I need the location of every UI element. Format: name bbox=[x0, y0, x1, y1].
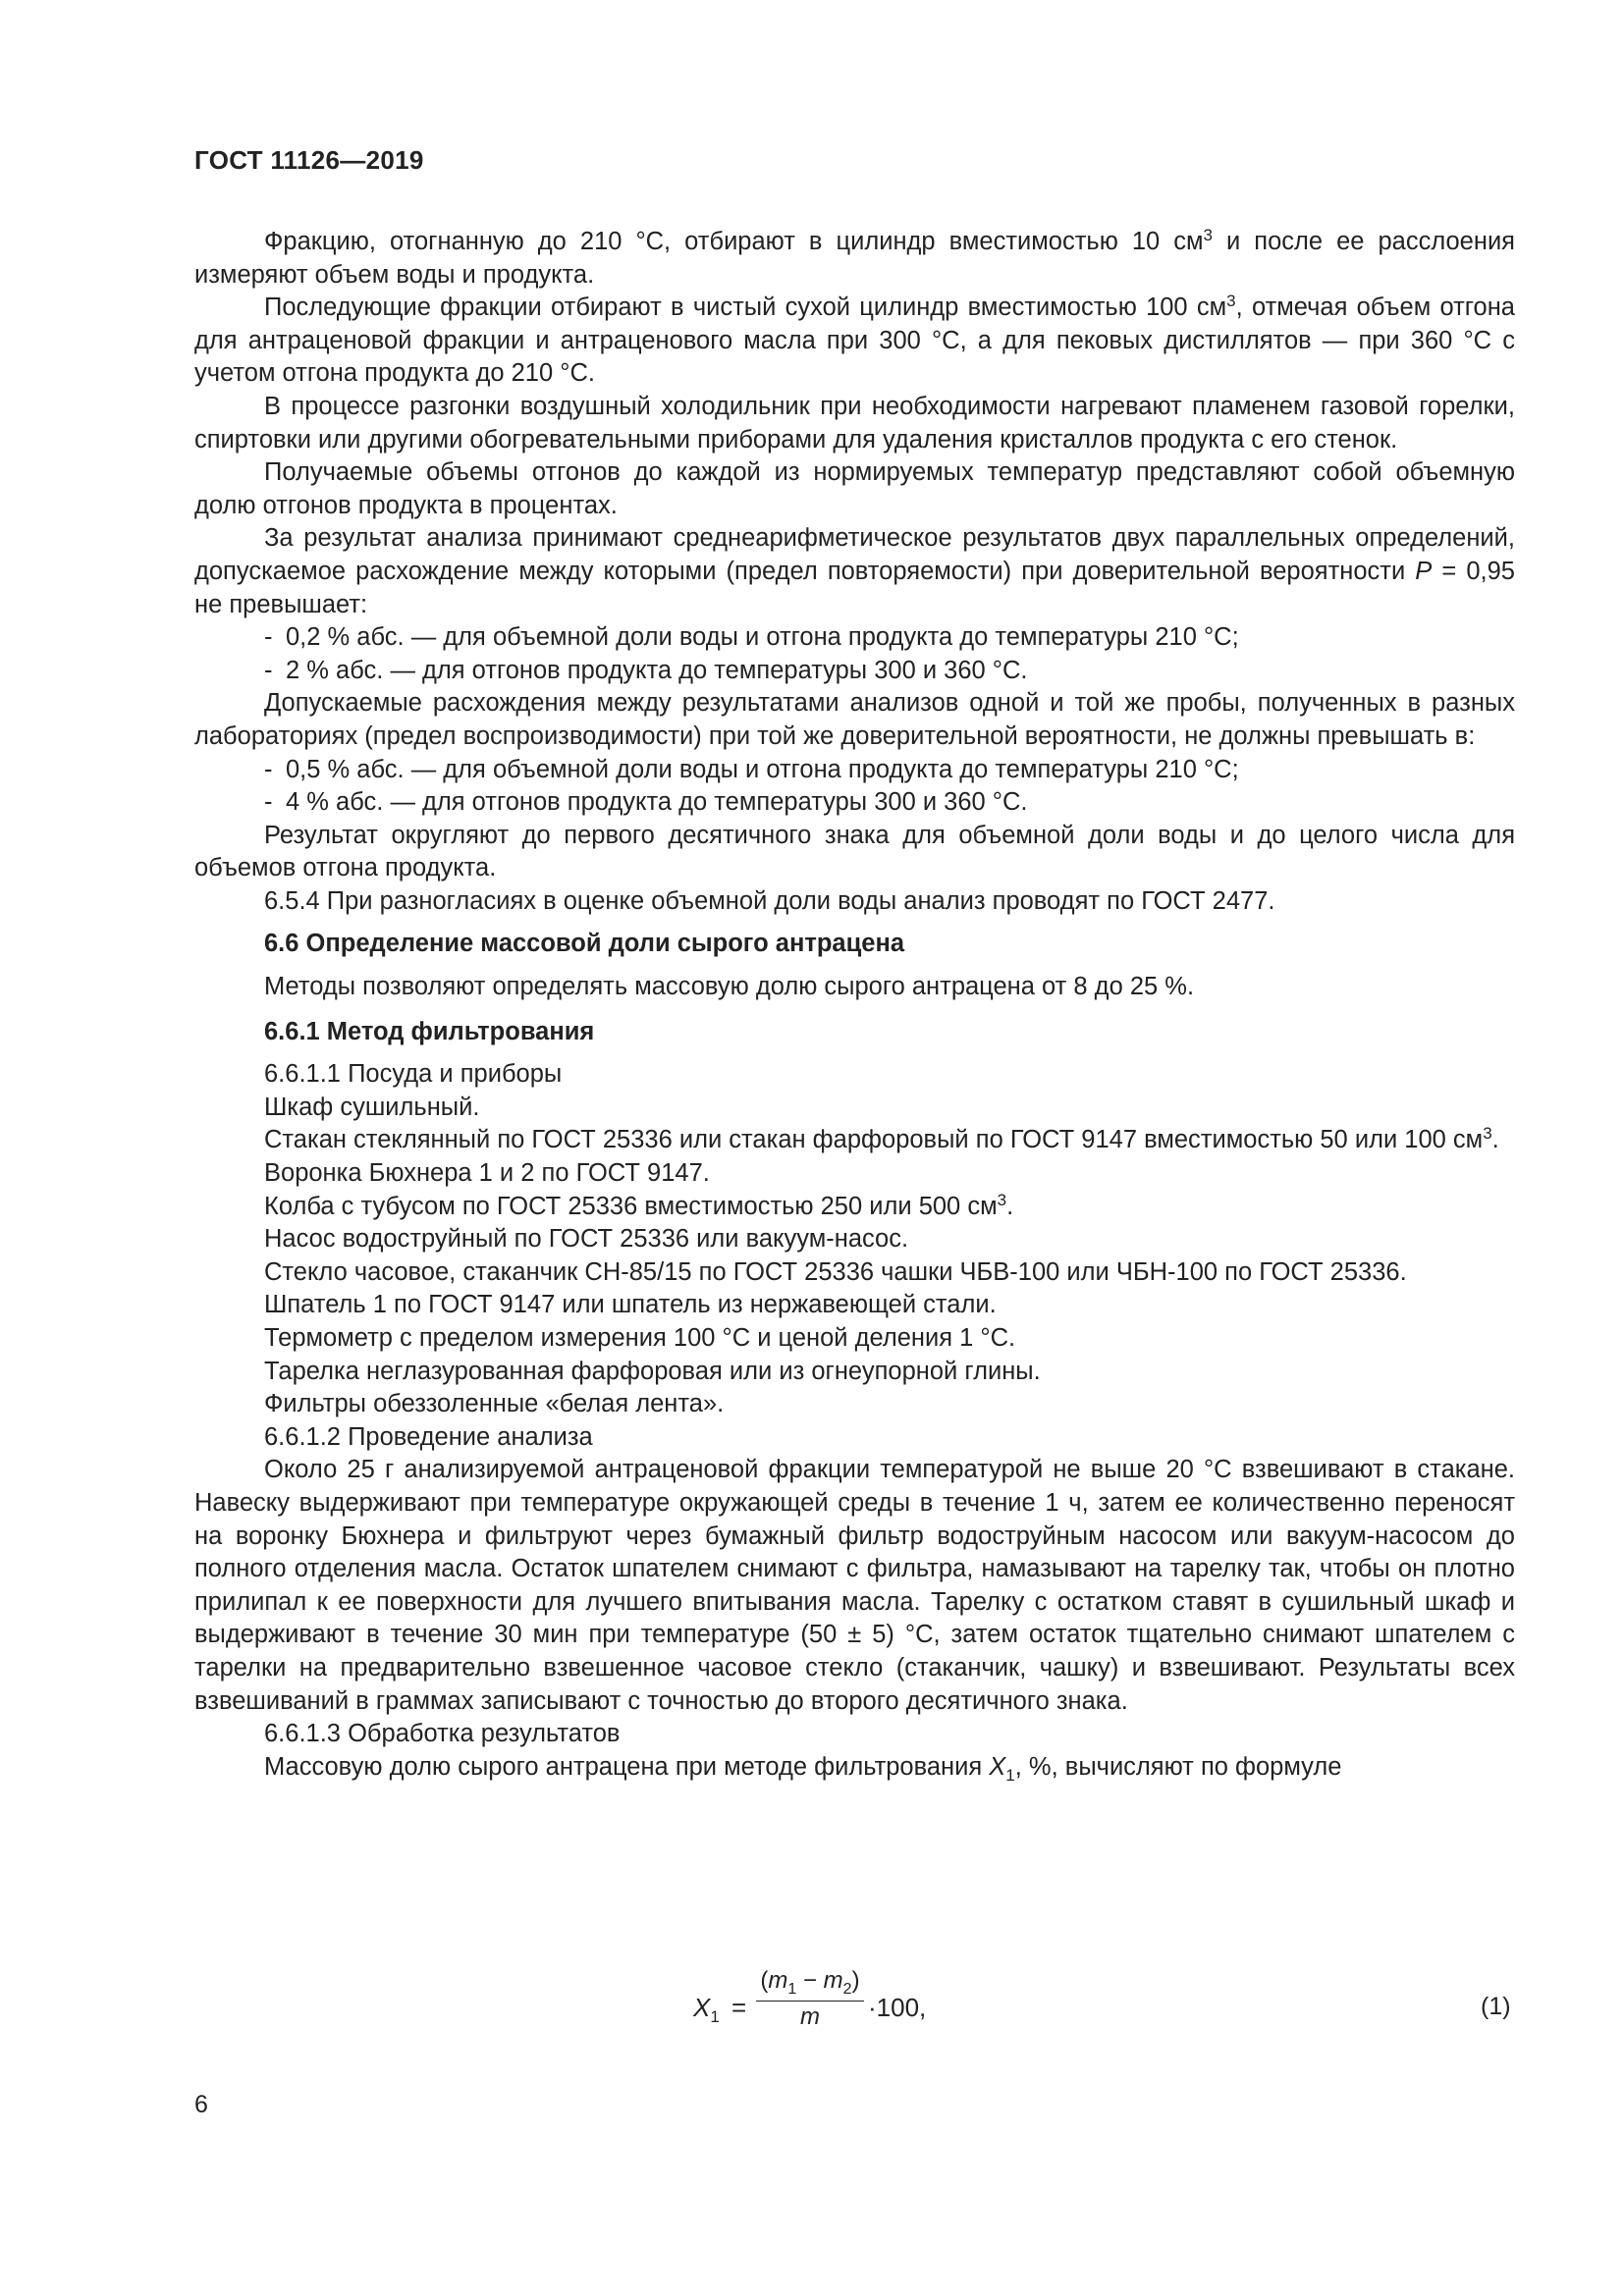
paragraph-66: Методы позволяют определять массовую долю сырого антрацена от 8 до 25 %. bbox=[264, 973, 1195, 1001]
equipment-item: Стакан стеклянный по ГОСТ 25336 или стакан фарфоровый по ГОСТ 9147 вместимостью 50 или 100 $см^3$. bbox=[264, 1124, 1499, 1154]
paragraph-fraction-210: Фракцию, отогнанную до 210 °С, отбирают в цилиндр вместимостью 10 $см^3$ и после ее расслоения измеряют объем воды и продукта. bbox=[194, 226, 1515, 289]
formula-fraction bbox=[756, 1967, 864, 2031]
formula-number: (1) bbox=[1481, 1993, 1511, 2020]
document-header: ГОСТ 11126—2019 bbox=[194, 145, 424, 175]
subsection-title-6613: 6.6.1.3 Обработка результатов bbox=[264, 1720, 621, 1748]
list-item: - 2 % абс. — для отгонов продукта до температуры 300 и 360 °С. bbox=[264, 656, 1028, 684]
section-heading-661: 6.6.1 Метод фильтрования bbox=[264, 1017, 595, 1045]
equipment-item: Насос водоструйный по ГОСТ 25336 или вакуум-насос. bbox=[264, 1225, 909, 1254]
equipment-item: Тарелка неглазурованная фарфоровая или из огнеупорной глины. bbox=[264, 1357, 1041, 1385]
formula-numerator: $(m_1 - m_2)$ bbox=[756, 1967, 864, 2002]
paragraph-next-fractions: Последующие фракции отбирают в чистый сухой цилиндр вместимостью 100 $см^3$, отмечая объем отгона для антраценовой фракции и антраценового масла при 300 °С, а для пековых дистиллятов — при 360 °С с учетом отгона продукта до 210 °С. bbox=[194, 292, 1515, 388]
section-heading-66: 6.6 Определение массовой доли сырого антрацена bbox=[264, 930, 905, 958]
formula-1 bbox=[0, 1953, 1624, 2052]
formula-denominator: m bbox=[800, 2002, 820, 2030]
paragraph-reproducibility: Допускаемые расхождения между результатами анализов одной и той же пробы, полученных в разных лабораториях (предел воспроизводимости) при той же доверительной вероятности, не должны превышать в: bbox=[194, 689, 1515, 750]
paragraph-654: 6.5.4 При разногласиях в оценке объемной доли воды анализ проводят по ГОСТ 2477. bbox=[264, 886, 1275, 915]
formula-multiplier: ·100, bbox=[868, 1993, 927, 2022]
list-item: - 4 % абс. — для отгонов продукта до температуры 300 и 360 °С. bbox=[264, 788, 1028, 817]
paragraph-volumes: Получаемые объемы отгонов до каждой из нормируемых температур представляют собой объемную долю отгонов продукта в процентах. bbox=[194, 458, 1515, 519]
page-body bbox=[194, 226, 1515, 1791]
equipment-item: Колба с тубусом по ГОСТ 25336 вместимостью 250 или 500 $см^3$. bbox=[264, 1190, 1014, 1220]
paragraph-procedure: Около 25 г анализируемой антраценовой фракции температурой не выше 20 °С взвешивают в стакане. Навеску выдерживают при температуре окружающей среды в течение 1 ч, затем ее количественно переносят на воронку Бюхнера и фильтруют через бумажный фильтр водоструйным насосом или вакуум-насосом до полного отделения масла. Остаток шпателем снимают с фильтра, намазывают на тарелку так, чтобы он плотно прилипал к ее поверхности для лучшего впитывания масла. Тарелку с остатком ставят в сушильный шкаф и выдерживают в течение 30 мин при температуре (50 ± 5) °С, затем остаток тщательно снимают шпателем с тарелки на предварительно взвешенное часовое стекло (стаканчик, чашку) и взвешивают. Результаты всех взвешиваний в граммах записывают с точностью до второго десятичного знака. bbox=[194, 1456, 1515, 1715]
equipment-item: Шкаф сушильный. bbox=[264, 1093, 480, 1121]
subsection-title-6611: 6.6.1.1 Посуда и приборы bbox=[264, 1060, 563, 1089]
formula-equals: = bbox=[731, 1993, 747, 2022]
paragraph-heating: В процессе разгонки воздушный холодильник при необходимости нагревают пламенем газовой горелки, спиртовки или другими обогревательными приборами для удаления кристаллов продукта с его стенок. bbox=[194, 392, 1515, 454]
formula-lhs: $X_1$ bbox=[693, 1993, 720, 2027]
page-number: 6 bbox=[194, 2091, 208, 2118]
paragraph-repeatability: За результат анализа принимают среднеарифметическое результатов двух параллельных определений, допускаемое расхождение между которыми (предел повторяемости) при доверительной вероятности P = 0,95 не превышает: bbox=[194, 524, 1515, 618]
list-item: - 0,2 % абс. — для объемной доли воды и отгона продукта до температуры 210 °С; bbox=[264, 623, 1239, 652]
equipment-item: Шпатель 1 по ГОСТ 9147 или шпатель из нержавеющей стали. bbox=[264, 1291, 997, 1319]
paragraph-results: Массовую долю сырого антрацена при методе фильтрования $X_1$, %, вычисляют по формуле bbox=[264, 1752, 1342, 1785]
paragraph-rounding: Результат округляют до первого десятичного знака для объемной доли воды и до целого числа для объемов отгона продукта. bbox=[194, 821, 1515, 882]
subsection-title-6612: 6.6.1.2 Проведение анализа bbox=[264, 1422, 593, 1451]
list-item: - 0,5 % абс. — для объемной доли воды и отгона продукта до температуры 210 °С; bbox=[264, 755, 1239, 783]
equipment-item: Стекло часовое, стаканчик СН-85/15 по ГОСТ 25336 чашки ЧБВ-100 или ЧБН-100 по ГОСТ 25336. bbox=[264, 1257, 1407, 1286]
equipment-item: Термометр с пределом измерения 100 °С и ценой деления 1 °С. bbox=[264, 1324, 1016, 1352]
equipment-item: Фильтры обеззоленные «белая лента». bbox=[264, 1390, 725, 1418]
equipment-item: Воронка Бюхнера 1 и 2 по ГОСТ 9147. bbox=[264, 1159, 710, 1188]
